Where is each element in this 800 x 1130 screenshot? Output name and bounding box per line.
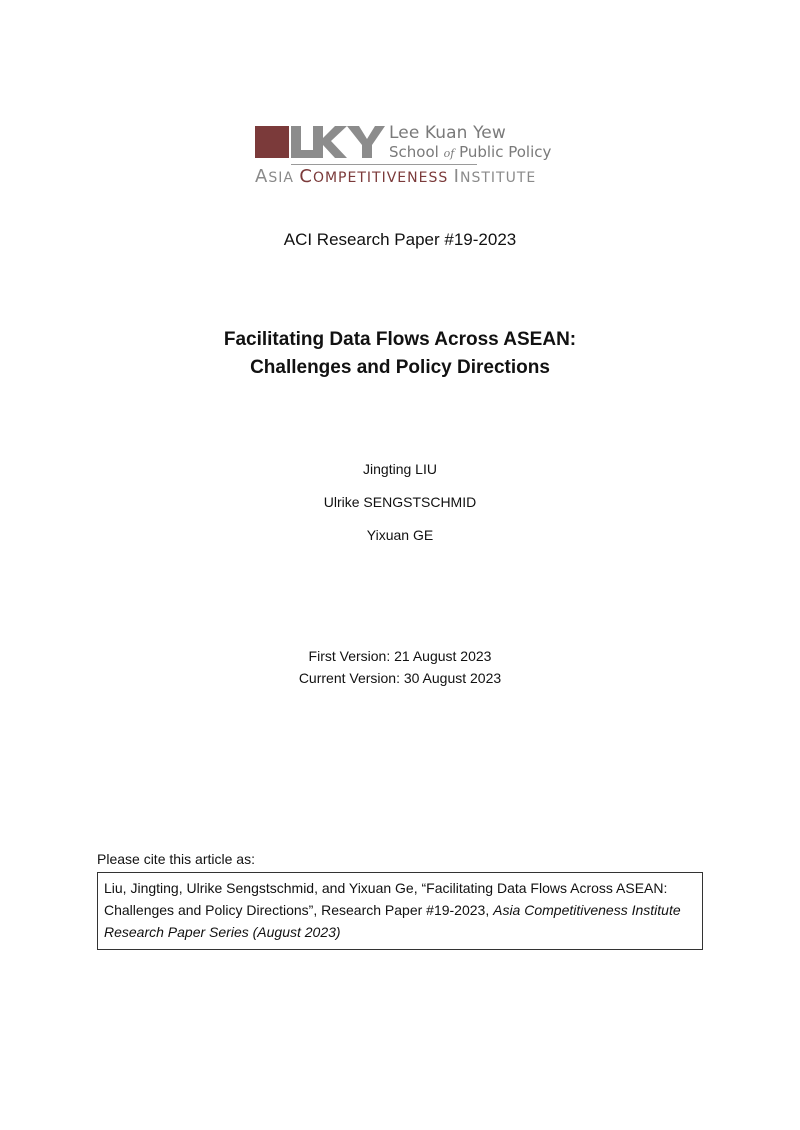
author: Yixuan GE xyxy=(366,527,434,543)
author-list xyxy=(0,453,800,552)
current-version: Current Version: 30 August 2023 xyxy=(298,670,502,686)
paper-title xyxy=(0,326,800,382)
paper-title-line-2: Challenges and Policy Directions xyxy=(250,357,550,378)
cite-label: Please cite this article as: xyxy=(97,851,255,867)
citation-series: Asia Competitiveness Institute Research Paper Series (August 2023) xyxy=(104,902,681,940)
version-info xyxy=(0,645,800,689)
first-version: First Version: 21 August 2023 xyxy=(308,648,492,664)
lky-logo-mark-icon xyxy=(255,124,385,160)
paper-title-line-1: Facilitating Data Flows Across ASEAN: xyxy=(223,329,577,350)
paper-id: ACI Research Paper #19-2023 xyxy=(283,230,517,249)
citation-box xyxy=(97,872,703,950)
author: Ulrike SENGSTSCHMID xyxy=(323,494,477,510)
lkyspp-aci-logo xyxy=(255,124,555,188)
logo-divider xyxy=(291,164,477,165)
logo-text-school: School of Public Policy xyxy=(389,143,552,161)
author: Jingting LIU xyxy=(363,461,437,477)
citation-text: Liu, Jingting, Ulrike Sengstschmid, and Yixuan Ge, “Facilitating Data Flows Across ASEAN: Challenges and Policy Directions”, Research Paper #19-2023, xyxy=(104,880,668,918)
logo-text-lee-kuan-yew: Lee Kuan Yew xyxy=(389,123,506,143)
logo-text-aci: ASIA COMPETITIVENESS INSTITUTE xyxy=(255,166,537,187)
